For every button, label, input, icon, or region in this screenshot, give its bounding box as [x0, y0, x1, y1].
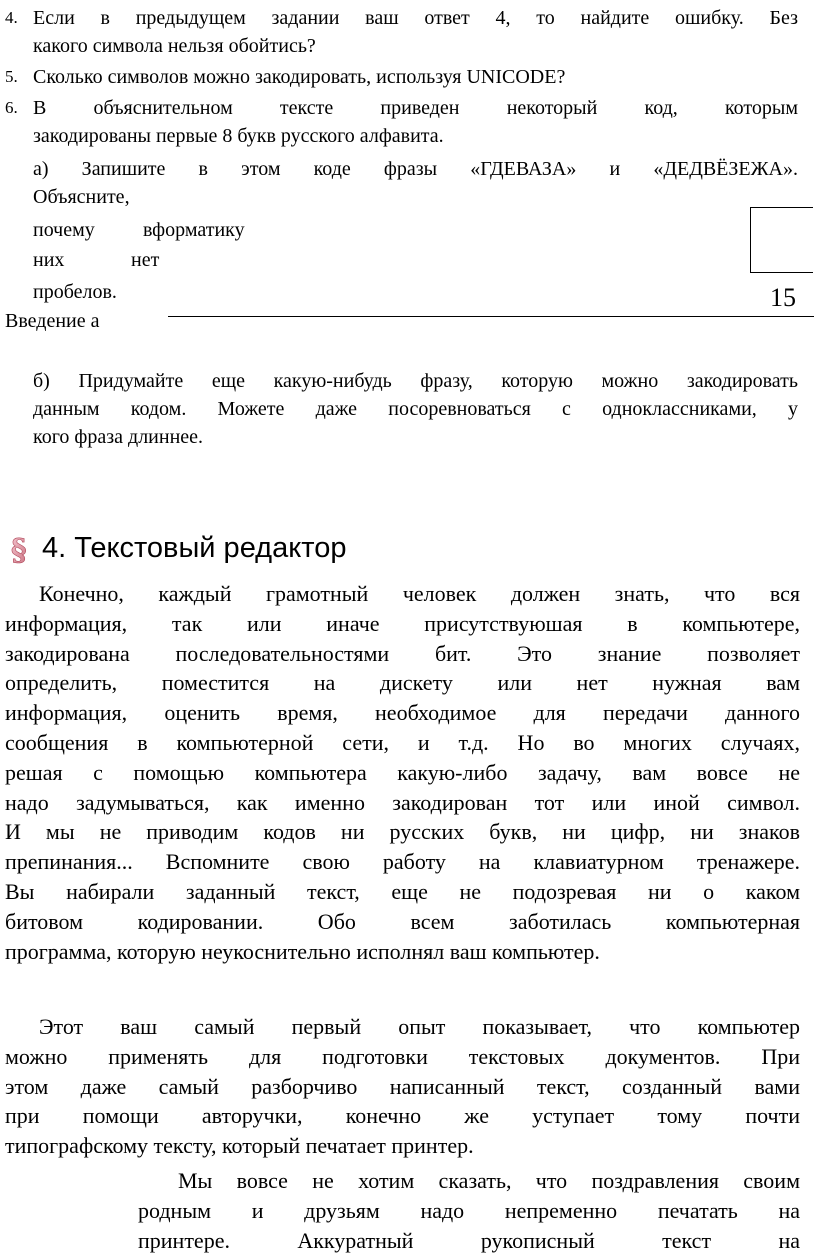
- question-number: 5.: [5, 67, 18, 86]
- fragment-vvedenie: Введение а: [5, 310, 100, 332]
- text-line: кого фраза длиннее.: [33, 426, 204, 448]
- question-text: [33, 63, 798, 91]
- text-line: закодирована последовательностями бит. Это знание позволяет: [5, 640, 800, 666]
- text-line: принтере. Аккуратный рукописный текст на: [138, 1227, 800, 1253]
- text-line: типографскому тексту, который печатает принтер.: [5, 1133, 474, 1159]
- text-line: И мы не приводим кодов ни русских букв, ни цифр, ни знаков: [5, 819, 800, 845]
- text-line: Сколько символов можно закодировать, используя UNICODE?: [33, 66, 566, 88]
- text-line: а) Запишите в этом коде фразы «ГДЕВАЗА» и «ДЕДВЁЗЕЖА».: [33, 158, 798, 180]
- text-line: препинания... Вспомните свою работу на клавиатурном тренажере.: [5, 849, 800, 875]
- page-number: 15: [770, 283, 796, 312]
- fragment-vformatiku: вформатику: [143, 219, 245, 241]
- question-number: 6.: [5, 98, 18, 117]
- text-line: Конечно, каждый грамотный человек должен знать, что вся: [39, 581, 800, 606]
- question-number: 4.: [5, 8, 18, 27]
- text-line: можно применять для подготовки текстовых документов. При: [5, 1043, 800, 1069]
- text-line: Этот ваш самый первый опыт показывает, что компьютер: [39, 1014, 800, 1039]
- header-rule: [168, 316, 814, 317]
- question-text: [33, 94, 798, 150]
- fragment-probelov: пробелов.: [33, 281, 117, 303]
- fragment-pochemu: почему: [33, 219, 95, 241]
- text-line: при помощи авторучки, конечно же уступает тому почти: [5, 1103, 800, 1129]
- task-b-text: [33, 367, 798, 451]
- text-line: программа, которую неукоснительно исполнял ваш компьютер.: [5, 938, 600, 964]
- paragraph-1: [5, 579, 800, 966]
- text-line: б) Придумайте еще какую-нибудь фразу, которую можно закодировать: [33, 370, 798, 392]
- text-line: В объяснительном тексте приведен некоторый код, которым: [33, 97, 798, 119]
- section-sign-icon: [10, 533, 32, 565]
- text-line: определить, поместится на дискету или нет нужная вам: [5, 670, 800, 696]
- text-line: Если в предыдущем задании ваш ответ 4, то найдите ошибку. Без: [33, 7, 798, 29]
- text-line: закодированы первые 8 букв русского алфавита.: [33, 125, 444, 147]
- question-text: [33, 4, 798, 60]
- text-line: информация, оценить время, необходимое для передачи данного: [5, 700, 800, 726]
- fragment-net: нет: [131, 249, 160, 271]
- text-line: Объясните,: [33, 186, 130, 208]
- text-line: Мы вовсе не хотим сказать, что поздравления своим: [178, 1168, 800, 1193]
- paragraph-2: [5, 1012, 800, 1161]
- section-title: 4. Текстовый редактор: [42, 532, 347, 564]
- text-line: надо задумываться, как именно закодирован тот или иной символ.: [5, 789, 800, 815]
- task-a-text: [33, 155, 798, 211]
- text-line: информация, так или иначе присутствуюшая в компьютере,: [5, 610, 800, 636]
- page-number-box: [750, 207, 813, 273]
- text-line: этом даже самый разборчиво написанный текст, созданный вами: [5, 1073, 800, 1099]
- text-line: Вы набирали заданный текст, еще не подозревая ни о каком: [5, 878, 800, 904]
- text-line: данным кодом. Можете даже посоревноваться с одноклассниками, у: [33, 398, 798, 420]
- text-line: решая с помощью компьютера какую-либо задачу, вам вовсе не: [5, 759, 800, 785]
- svg-text:§: §: [11, 533, 27, 565]
- text-line: какого символа нельзя обойтись?: [33, 35, 316, 57]
- text-line: родным и друзьям надо непременно печатать на: [138, 1197, 800, 1223]
- text-line: битовом кодировании. Обо всем заботилась компьютерная: [5, 908, 800, 934]
- text-line: сообщения в компьютерной сети, и т.д. Но во многих случаях,: [5, 729, 800, 755]
- paragraph-3: [138, 1166, 800, 1255]
- fragment-nih: них: [33, 249, 65, 271]
